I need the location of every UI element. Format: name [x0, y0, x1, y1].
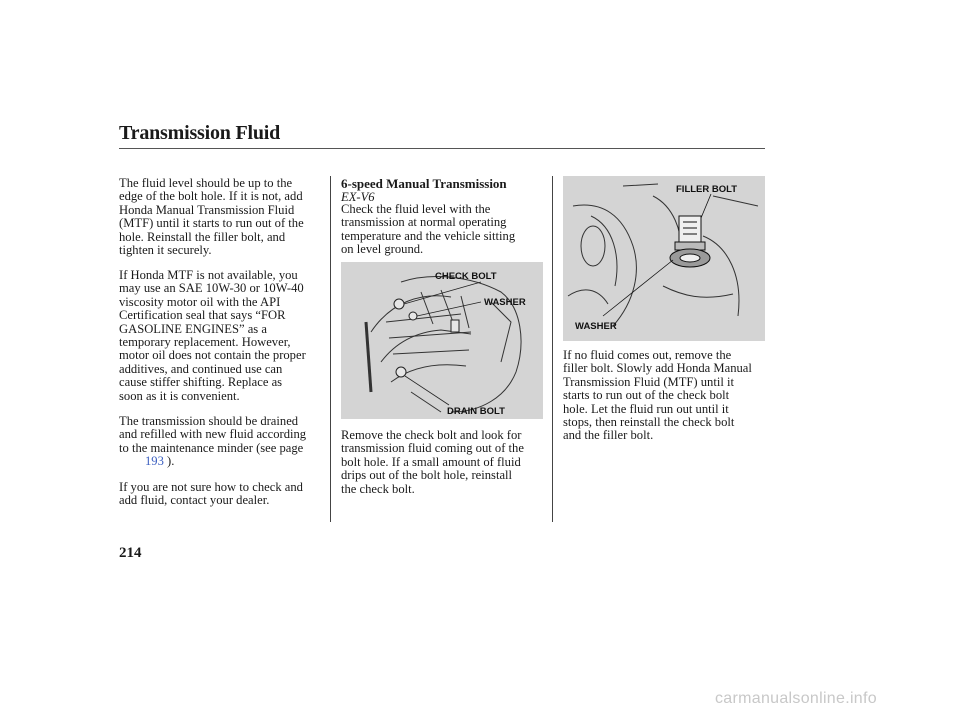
filler-bolt-figure: [563, 176, 765, 341]
check-bolt-figure: [341, 262, 543, 419]
washer-label-2: WASHER: [575, 321, 617, 332]
left-paragraph-3-end: ).: [163, 454, 175, 469]
transmission-side-illustration: [341, 262, 543, 419]
watermark: carmanualsonline.info: [715, 690, 877, 707]
left-paragraph-4: If you are not sure how to check and add fluid, contact your dealer.: [119, 480, 303, 508]
middle-paragraph-1: Check the fluid level with the transmission at normal operating temperature and the vehicle sitting on level ground.: [341, 202, 516, 257]
page-number: 214: [119, 545, 142, 561]
page-title: Transmission Fluid: [119, 122, 281, 144]
column-divider-left: [330, 176, 331, 522]
filler-bolt-illustration: [563, 176, 765, 341]
right-paragraph-1: If no fluid comes out, remove the filler bolt. Slowly add Honda Manual Transmission Fluid (MTF) until it starts to run out of the check bolt hole. Let the fluid run out until it stops, then reinstall the check bolt and the filler bolt.: [563, 348, 752, 443]
section-heading: 6-speed Manual Transmission: [341, 176, 507, 191]
drain-bolt-label: DRAIN BOLT: [447, 406, 505, 417]
middle-paragraph-2: Remove the check bolt and look for transmission fluid coming out of the bolt hole. If a small amount of fluid drips out of the bolt hole, reinstall the check bolt.: [341, 428, 524, 496]
left-paragraph-2: If Honda MTF is not available, you may use an SAE 10W-30 or 10W-40 viscosity motor oil with the API Certification seal that says “FOR GASOLINE ENGINES” as a temporary replacement. However, motor oil does not contain the proper additives, and continued use can cause stiffer shifting. Replace as soon as it is convenient.: [119, 268, 306, 403]
model-label: EX-V6: [341, 190, 375, 204]
column-divider-right: [552, 176, 553, 522]
washer-label-1: WASHER: [484, 297, 526, 308]
left-paragraph-1: The fluid level should be up to the edge of the bolt hole. If it is not, add Honda Manual Transmission Fluid (MTF) until it starts to run out of the hole. Reinstall the filler bolt, and tighten it securely.: [119, 176, 304, 258]
page-193-link[interactable]: 193: [145, 454, 164, 469]
left-paragraph-3-text: The transmission should be drained and refilled with new fluid according to the maintenance minder (see page: [119, 414, 307, 455]
title-rule: [119, 148, 765, 149]
left-paragraph-3: [119, 415, 306, 469]
check-bolt-label: CHECK BOLT: [435, 271, 497, 282]
filler-bolt-label: FILLER BOLT: [676, 184, 738, 195]
